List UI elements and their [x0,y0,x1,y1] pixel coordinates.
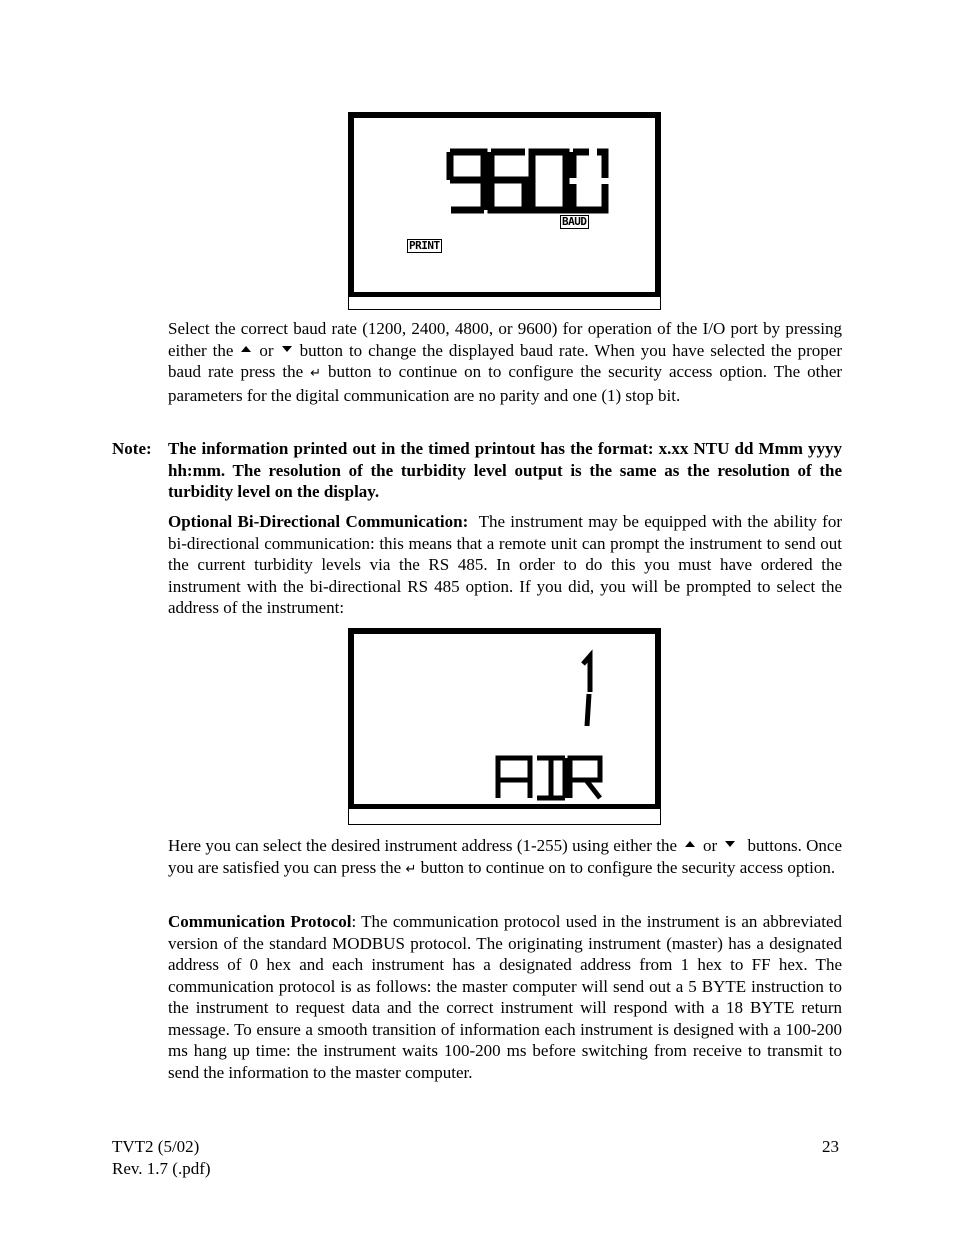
page-number: 23 [822,1137,839,1156]
lcd-screen [349,629,660,809]
down-arrow-icon [725,841,735,847]
address-instructions: Here you can select the desired instrument address (1-255) using either the or buttons. Once you are satisfied you can press the ↵ button to continue on to configure the security access option. [168,836,843,877]
footer-doc-id: TVT2 (5/02) [112,1137,200,1156]
down-arrow-icon [282,346,292,352]
lcd-display-baud [348,112,661,310]
lcd-display-address [348,628,661,825]
communication-protocol-section: Communication Protocol: The communication protocol used in the instrument is an abbreviated version of the standard MODBUS protocol. The originating instrument (master) has a designated address of 0 hex and each instrument has a designated address from 1 hex to FF hex. The communication protocol is as follows: the master computer will send out a 5 BYTE instruction to the instrument to request data and the correct instrument will respond with a 18 BYTE return message. To ensure a smooth transition of information each instrument is designed with a 100-200 ms hang up time: the instrument waits 100-200 ms before switching from receive to transmit to send the information to the master computer. [168,912,843,1082]
note-label: Note: [112,439,152,458]
note-text: The information printed out in the timed printout has the format: x.xx NTU dd Mmm yyyy hh:mm. The resolution of the turbidity level output is the same as the resolution of the turbidity level on the display. [168,439,842,501]
footer-left [112,1136,211,1180]
section-heading: Communication Protocol [168,912,352,931]
baud-unit-tag: BAUD [562,215,587,228]
up-arrow-icon [241,346,251,352]
lcd-screen [349,113,660,297]
up-arrow-icon [685,841,695,847]
lcd-digits-address [354,634,657,804]
section-heading: Optional Bi-Directional Communication: [168,512,469,531]
optional-bidirectional-section: Optional Bi-Directional Communication: The instrument may be equipped with the ability for bi-directional communication: this means that a remote unit can prompt the instrument to send out the current turbidity levels via the RS 485. In order to do this you must have ordered the instrument with the bi-directional RS 485 option. If you did, you will be prompted to select the address of the instrument: [168,512,843,617]
print-mode-tag: PRINT [409,239,440,252]
footer-revision: Rev. 1.7 (.pdf) [112,1159,211,1178]
lcd-digits-9600 [354,118,657,292]
enter-key-icon: ↵ [310,366,322,381]
baud-rate-instructions: Select the correct baud rate (1200, 2400, 4800, or 9600) for operation of the I/O port by pressing either the or button to change the displayed baud rate. When you have selected the proper baud rate press the ↵ button to continue on to configure the security access option. The other parameters for the digital communication are no parity and one (1) stop bit. [168,319,843,405]
enter-key-icon: ↵ [405,861,417,877]
